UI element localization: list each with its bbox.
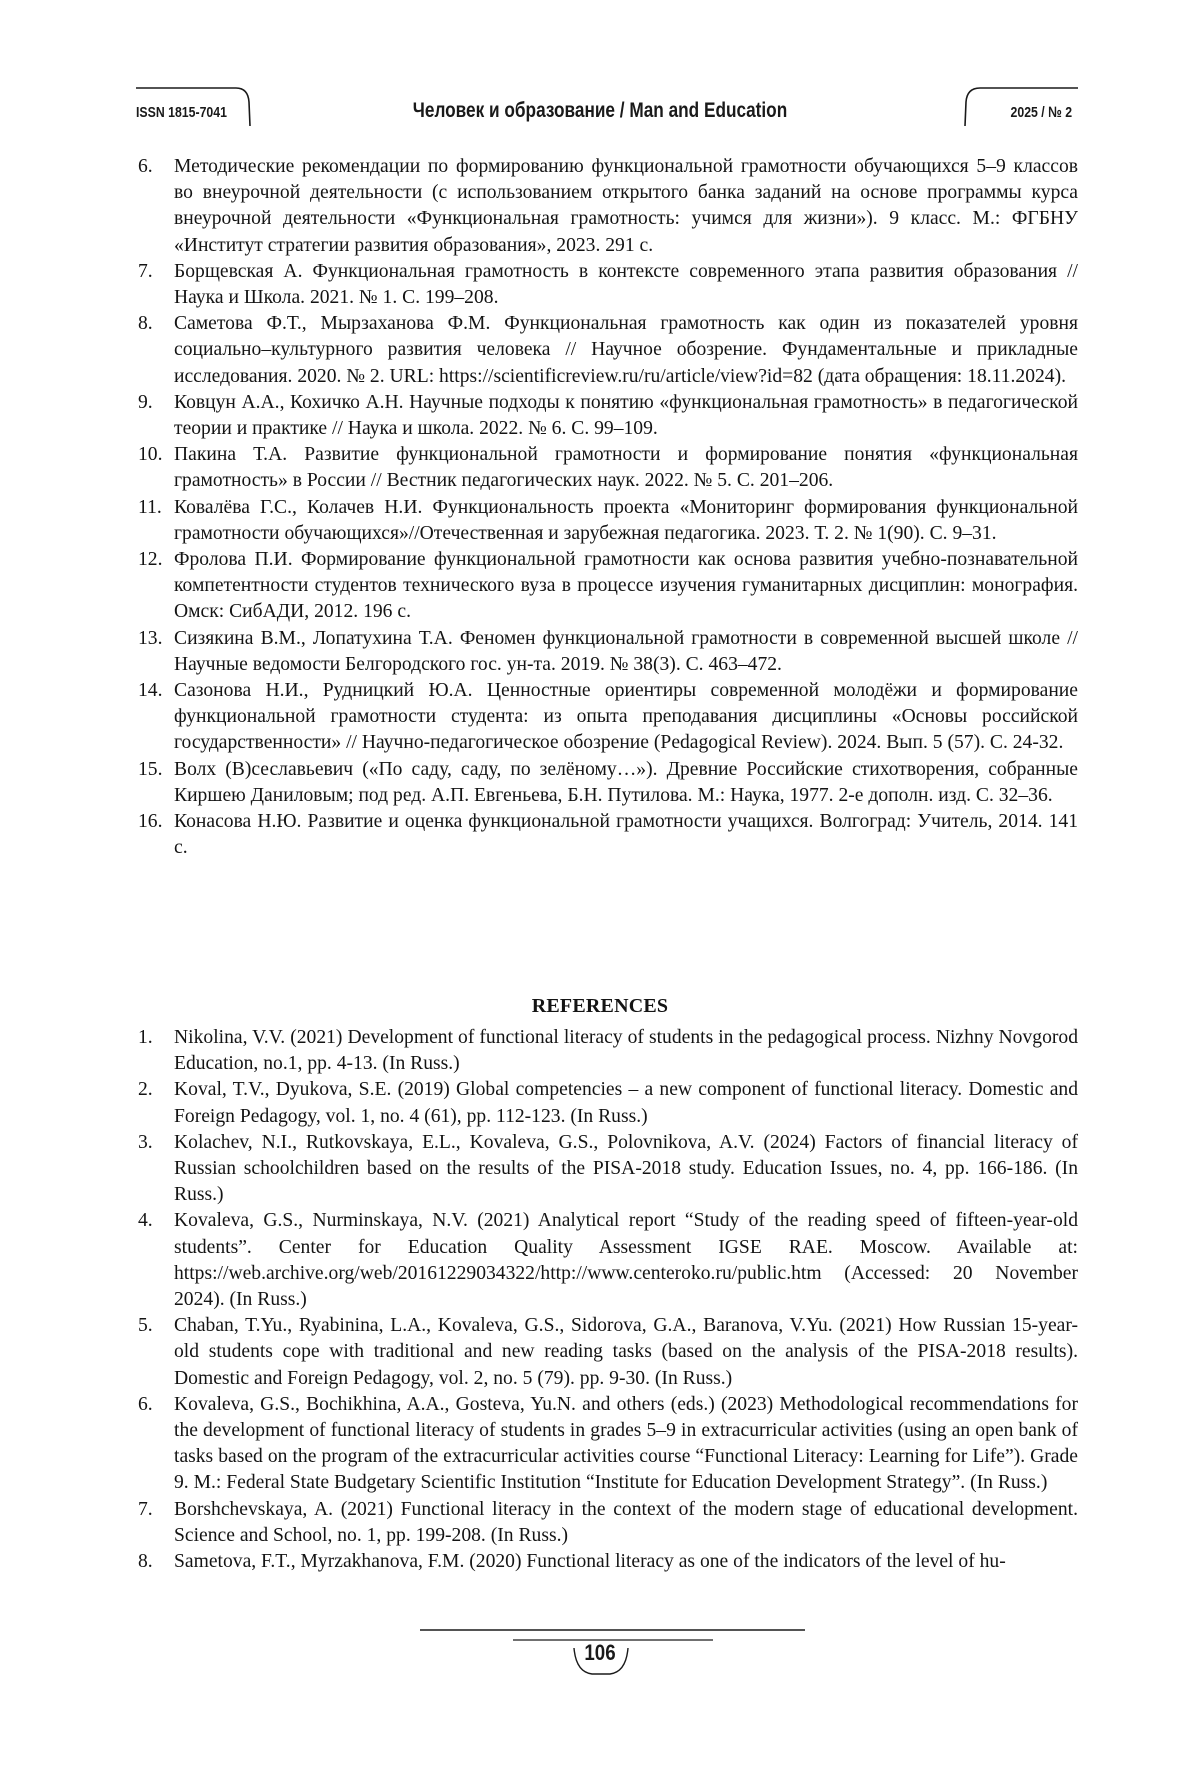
item-number: 11. xyxy=(138,496,162,518)
item-text: Sametova, F.T., Myrzakhanova, F.M. (2020) Functional literacy as one of the indicators of the level of hu- xyxy=(174,1551,1006,1573)
list-item xyxy=(138,1130,1078,1209)
journal-title: Человек и образование / Man and Education xyxy=(412,99,788,122)
item-number: 16. xyxy=(138,811,163,833)
item-number: 7. xyxy=(138,260,153,282)
list-item xyxy=(138,1392,1078,1497)
references-heading: REFERENCES xyxy=(531,995,669,1017)
item-text: Сазонова Н.И., Рудницкий Ю.А. Ценностные ориентиры современной молодёжи и формирование функциональной грамотности студента: из опыта преподавания дисциплины «Основы российской государственности» // Научно-педагогическое обозрение (Pedagogical Review). 2024. Вып. 5 (57). С. 24-32. xyxy=(174,680,1078,754)
list-item xyxy=(138,1208,1078,1313)
item-text: Ковалёва Г.С., Колачев Н.И. Функциональность проекта «Мониторинг формирования функциональной грамотности обучающихся»//Отечественная и зарубежная педагогика. 2023. Т. 2. № 1(90). С. 9–31. xyxy=(174,496,1078,544)
item-number: 9. xyxy=(138,391,153,413)
item-text: Методические рекомендации по формированию функциональной грамотности обучающихся 5–9 классов во внеурочной деятельности (с использованием открытого банка заданий на основе программы курса внеурочной деятельности «Функциональная грамотность: учимся для жизни»). 9 класс. М.: ФГБНУ «Институт стратегии развития образования», 2023. 291 с. xyxy=(174,156,1078,256)
page-number: 106 xyxy=(584,1640,616,1665)
item-number: 3. xyxy=(138,1131,153,1153)
item-text: Borshchevskaya, A. (2021) Functional literacy in the context of the modern stage of educational development. Science and School, no. 1, pp. 199-208. (In Russ.) xyxy=(174,1498,1078,1546)
item-text: Ковцун А.А., Кохичко А.Н. Научные подходы к понятию «функциональная грамотность» в педагогической теории и практике // Наука и школа. 2022. № 6. С. 99–109. xyxy=(174,391,1078,440)
list-item xyxy=(138,1313,1078,1392)
list-item xyxy=(138,1549,1078,1575)
list-item xyxy=(138,757,1078,809)
item-number: 2. xyxy=(138,1079,153,1101)
list-item xyxy=(138,495,1078,547)
item-number: 12. xyxy=(138,549,163,571)
list-item xyxy=(138,547,1078,626)
list-item xyxy=(138,154,1078,259)
list-item xyxy=(138,311,1078,390)
item-number: 15. xyxy=(138,758,163,780)
list-item xyxy=(138,809,1078,861)
list-item xyxy=(138,1025,1078,1077)
item-text: Саметова Ф.Т., Мырзаханова Ф.М. Функциональная грамотность как один из показателей уровня социально–культурного развития человека // Научное обозрение. Фундаментальные и прикладные исследования. 2020. № 2. URL: https://scientificreview.ru/ru/article/view?id=82 (дата обращения: 18.11.2024). xyxy=(174,313,1078,387)
item-text: Пакина Т.А. Развитие функциональной грамотности и формирование понятия «функциональная грамотность» в России // Вестник педагогических наук. 2022. № 5. С. 201–206. xyxy=(174,444,1078,492)
list-item xyxy=(138,678,1078,757)
list-item xyxy=(138,626,1078,678)
item-number: 4. xyxy=(138,1210,153,1232)
item-text: Сизякина В.М., Лопатухина Т.А. Феномен функциональной грамотности в современной высшей школе // Научные ведомости Белгородского гос. ун-та. 2019. № 38(3). С. 463–472. xyxy=(174,627,1078,675)
issn-label: ISSN 1815-7041 xyxy=(136,104,227,121)
list-item xyxy=(138,1077,1078,1129)
list-item xyxy=(138,1497,1078,1549)
item-number: 6. xyxy=(138,156,153,177)
item-number: 1. xyxy=(138,1027,153,1048)
item-number: 10. xyxy=(138,444,163,466)
english-reference-list xyxy=(138,1025,1078,1575)
item-text: Фролова П.И. Формирование функциональной грамотности как основа развития учебно-познавательной компетентности студентов технического вуза в процессе изучения гуманитарных дисциплин: монография. Омск: СибАДИ, 2012. 196 с. xyxy=(174,549,1078,623)
russian-reference-list xyxy=(138,154,1078,861)
item-number: 13. xyxy=(138,627,163,649)
item-number: 6. xyxy=(138,1393,153,1415)
item-text: Конасова Н.Ю. Развитие и оценка функциональной грамотности учащихся. Волгоград: Учитель, 2014. 141 с. xyxy=(174,811,1078,859)
running-header xyxy=(0,0,1200,140)
item-text: Волх (В)сеславьевич («По саду, саду, по зелёному…»). Древние Российские стихотворения, собранные Киршею Даниловым; под ред. А.П. Евгеньева, Б.Н. Путилова. М.: Наука, 1977. 2-е дополн. изд. С. 32–36. xyxy=(174,758,1078,806)
list-item xyxy=(138,442,1078,494)
item-text: Kovaleva, G.S., Bochikhina, A.A., Gosteva, Yu.N. and others (eds.) (2023) Methodological recommendations for the development of functional literacy of students in grades 5–9 in extracurricular activities (using an open bank of tasks based on the program of the extracurricular activities course “Functional Literacy: Learning for Life”). Grade 9. M.: Federal State Budgetary Scientific Institution “Institute for Education Development Strategy”. (In Russ.) xyxy=(174,1393,1078,1494)
item-text: Nikolina, V.V. (2021) Development of functional literacy of students in the pedagogical process. Nizhny Novgorod Education, no.1, pp. 4-13. (In Russ.) xyxy=(174,1027,1078,1075)
item-text: Kolachev, N.I., Rutkovskaya, E.L., Kovaleva, G.S., Polovnikova, A.V. (2024) Factors of financial literacy of Russian schoolchildren based on the results of the PISA-2018 study. Education Issues, no. 4, pp. 166-186. (In Russ.) xyxy=(174,1131,1078,1206)
list-item xyxy=(138,259,1078,311)
item-number: 5. xyxy=(138,1315,153,1337)
item-text: Борщевская А. Функциональная грамотность в контексте современного этапа развития образования // Наука и Школа. 2021. № 1. С. 199–208. xyxy=(174,260,1078,309)
item-number: 8. xyxy=(138,1551,153,1573)
item-text: Koval, T.V., Dyukova, S.E. (2019) Global competencies – a new component of functional literacy. Domestic and Foreign Pedagogy, vol. 1, no. 4 (61), pp. 112-123. (In Russ.) xyxy=(174,1079,1078,1127)
item-text: Kovaleva, G.S., Nurminskaya, N.V. (2021) Analytical report “Study of the reading speed of fifteen-year-old students”. Center for Education Quality Assessment IGSE RAE. Moscow. Available at: https://web.archive.org/web/20161229034322/http://www.centeroko.ru/public.htm (Accessed: 20 November 2024). (In Russ.) xyxy=(174,1210,1078,1311)
item-text: Chaban, T.Yu., Ryabinina, L.A., Kovaleva, G.S., Sidorova, G.A., Baranova, V.Yu. (2021) How Russian 15-year-old students cope with traditional and new reading tasks (based on the analysis of the PISA-2018 results). Domestic and Foreign Pedagogy, vol. 2, no. 5 (79). pp. 9-30. (In Russ.) xyxy=(174,1315,1078,1389)
item-number: 8. xyxy=(138,313,153,335)
list-item xyxy=(138,390,1078,442)
issue-label: 2025 / № 2 xyxy=(1010,104,1072,121)
item-number: 14. xyxy=(138,680,163,702)
item-number: 7. xyxy=(138,1498,153,1520)
